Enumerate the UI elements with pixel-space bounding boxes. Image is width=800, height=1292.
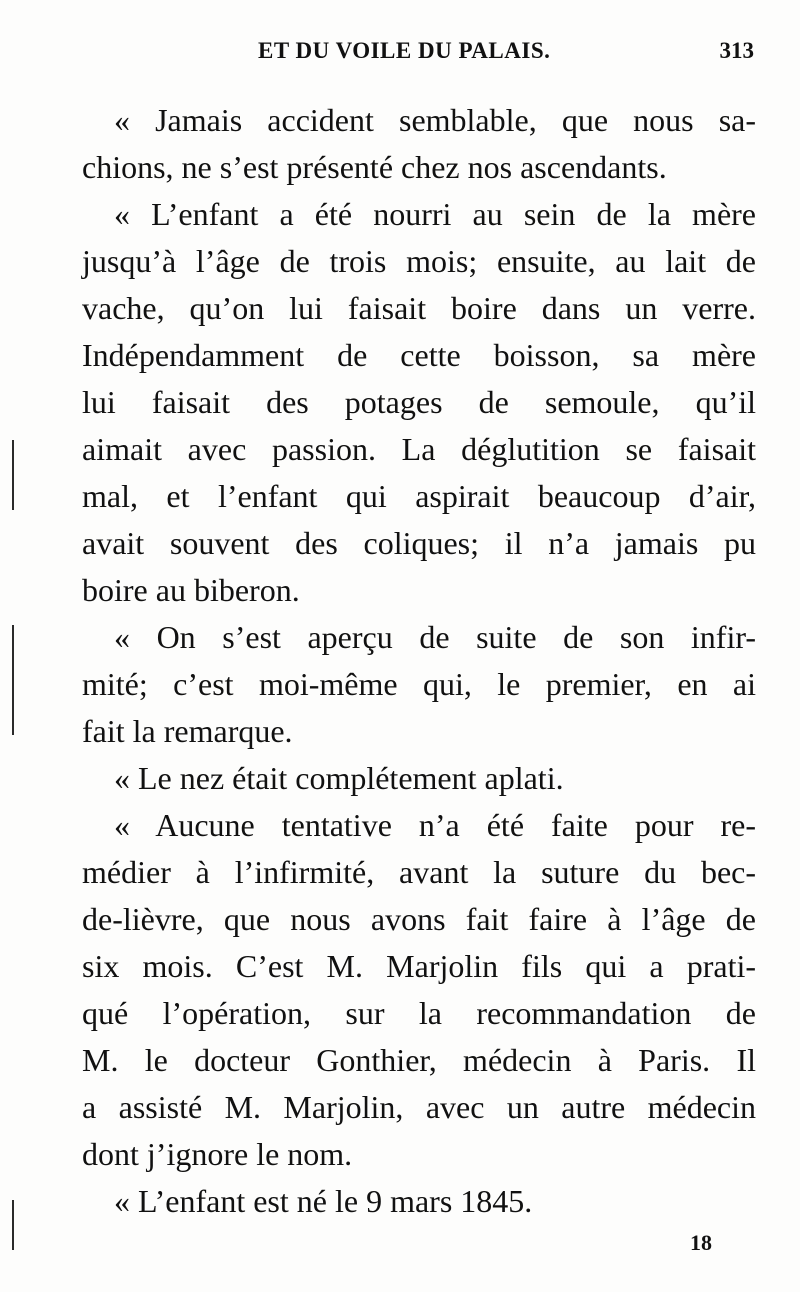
- text-line: chions, ne s’est présenté chez nos ascendants.: [82, 149, 667, 185]
- scan-edge-mark: [12, 440, 14, 510]
- text-line: six mois. C’est M. Marjolin fils qui a prati-: [82, 948, 756, 984]
- scan-edge-mark: [12, 625, 14, 735]
- text-line: médier à l’infirmité, avant la suture du bec-: [82, 854, 756, 890]
- text-line: vache, qu’on lui faisait boire dans un verre.: [82, 290, 756, 326]
- signature-mark: 18: [690, 1230, 712, 1255]
- text-line: M. le docteur Gonthier, médecin à Paris. Il: [82, 1042, 756, 1078]
- text-line: dont j’ignore le nom.: [82, 1136, 353, 1172]
- text-line: boire au biberon.: [82, 572, 300, 608]
- text-line: jusqu’à l’âge de trois mois; ensuite, au lait de: [82, 243, 756, 279]
- scan-edge-mark: [12, 1200, 14, 1250]
- text-line: fait la remarque.: [82, 713, 293, 749]
- text-line: aimait avec passion. La déglutition se faisait: [82, 431, 756, 467]
- text-line: « On s’est aperçu de suite de son infir-: [114, 619, 756, 655]
- page-number: 313: [719, 38, 754, 63]
- text-line: « Aucune tentative n’a été faite pour re-: [114, 807, 756, 843]
- text-line: avait souvent des coliques; il n’a jamais pu: [82, 525, 756, 561]
- running-header: [82, 38, 754, 68]
- text-line: a assisté M. Marjolin, avec un autre médecin: [82, 1089, 756, 1125]
- text-line: « L’enfant est né le 9 mars 1845.: [114, 1183, 533, 1219]
- text-line: de-lièvre, que nous avons fait faire à l’âge de: [82, 901, 756, 937]
- text-line: qué l’opération, sur la recommandation de: [82, 995, 756, 1031]
- text-line: lui faisait des potages de semoule, qu’il: [82, 384, 756, 420]
- body-text: [82, 97, 756, 1225]
- text-line: mité; c’est moi-même qui, le premier, en ai: [82, 666, 756, 702]
- text-line: « L’enfant a été nourri au sein de la mère: [114, 196, 756, 232]
- running-title: ET DU VOILE DU PALAIS.: [258, 38, 551, 63]
- text-line: « Le nez était complétement aplati.: [114, 760, 564, 796]
- text-line: « Jamais accident semblable, que nous sa-: [114, 102, 756, 138]
- text-line: mal, et l’enfant qui aspirait beaucoup d’air,: [82, 478, 756, 514]
- text-line: Indépendamment de cette boisson, sa mère: [82, 337, 756, 373]
